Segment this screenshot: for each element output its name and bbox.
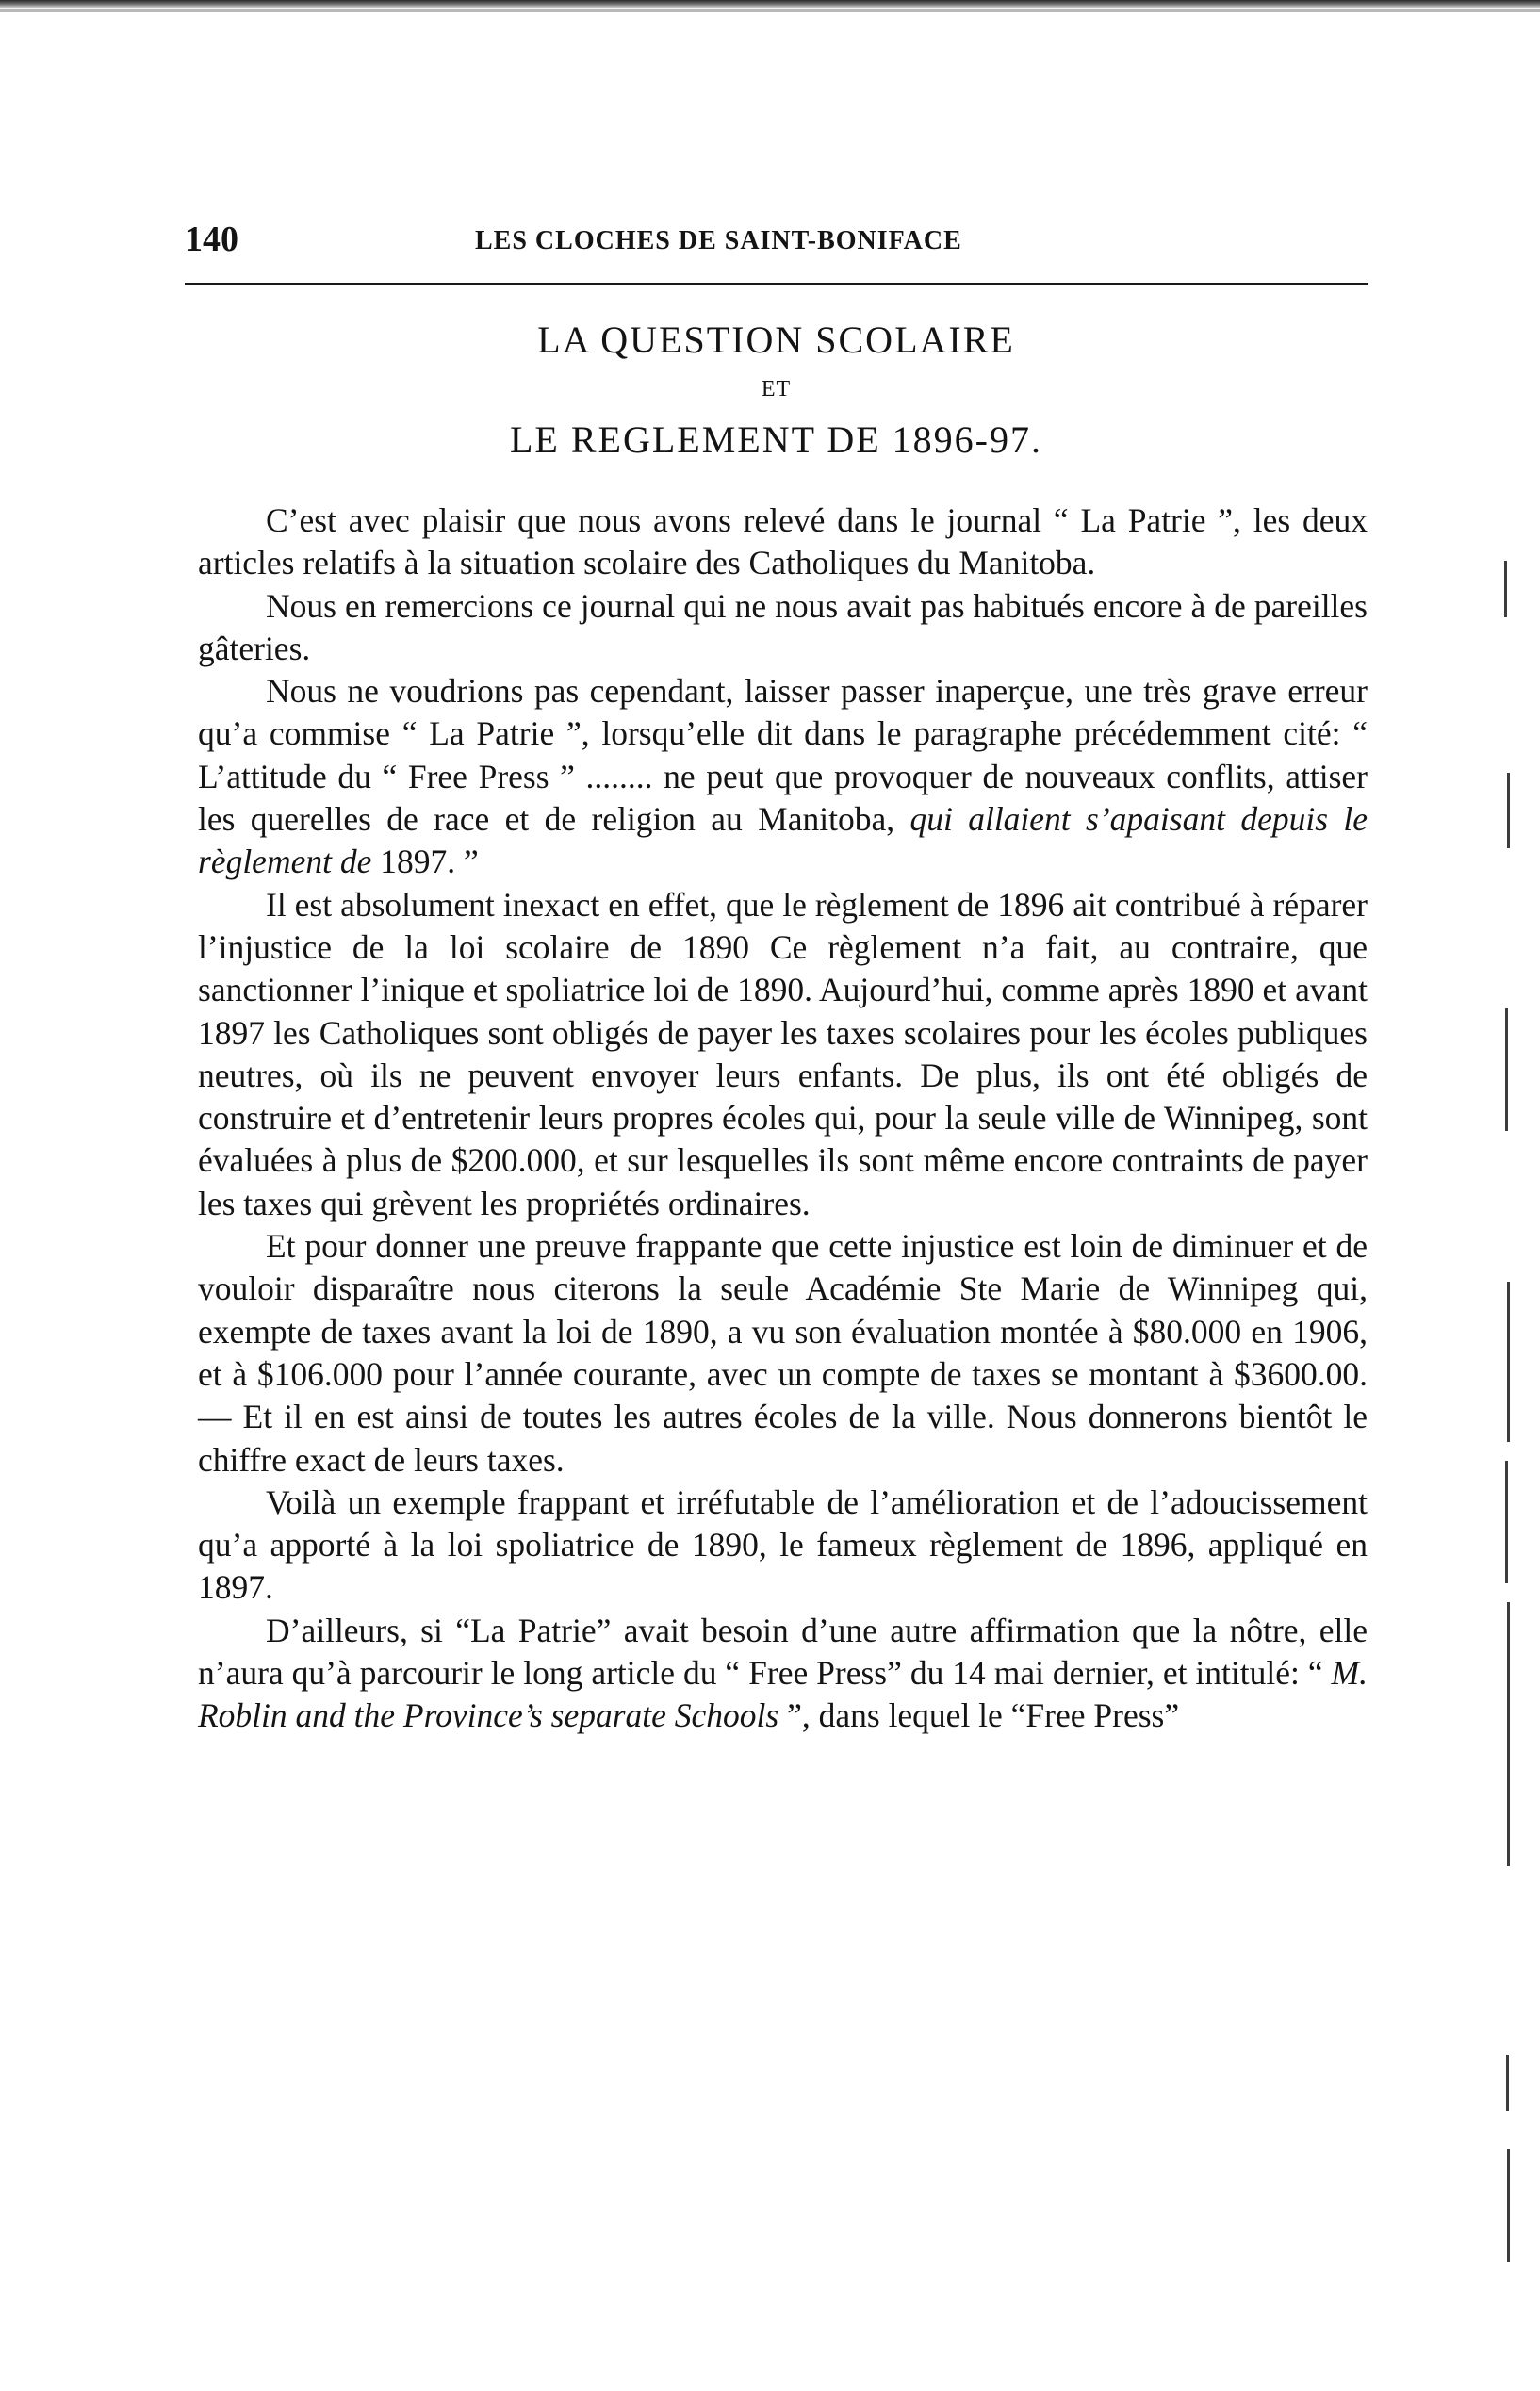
paragraph-text: ”, dans lequel le “Free Press” <box>778 1696 1180 1735</box>
paragraph: Nous en remercions ce journal qui ne nous avait pas habitués encore à de pareilles gâteries. <box>198 586 1368 667</box>
paragraph: C’est avec plaisir que nous avons relevé dans le journal “ La Patrie ”, les deux articles relatifs à la situation scolaire des Catholiques du Manitoba. <box>198 501 1368 582</box>
paragraph: Il est absolument inexact en effet, que le règlement de 1896 ait contribué à réparer l’injustice de la loi scolaire de 1890 Ce règlement n’a fait, au contraire, que sanctionner l’inique et spoliatrice loi de 1890. Aujourd’hui, comme après 1890 et avant 1897 les Catholiques sont obligés de payer les taxes scolaires pour les écoles publiques neutres, où ils ne peuvent envoyer leurs enfants. De plus, ils ont été obligés de construire et d’entretenir leurs propres écoles qui, pour la seule ville de Winnipeg, sont évaluées à plus de $200.000, et sur lesquelles ils sont même encore contraints de payer les taxes qui grèvent les propriétés ordinaires. <box>198 885 1368 1222</box>
scan-margin-mark <box>1507 2149 1510 2262</box>
scan-margin-mark <box>1507 1602 1510 1866</box>
italic-article-title: M. Roblin and the Province’s separate Schools <box>198 1654 1368 1735</box>
paragraph: Voilà un exemple frappant et irréfutable de l’amélioration et de l’adoucissement qu’a apporté à la loi spoliatrice de 1890, le fameux règlement de 1896, appliqué en 1897. <box>198 1482 1368 1607</box>
running-title: LES CLOCHES DE SAINT-BONIFACE <box>475 226 962 255</box>
page-number: 140 <box>185 220 238 259</box>
paragraph <box>198 1610 1368 1738</box>
paragraph: Et pour donner une preuve frappante que cette injustice est loin de diminuer et de vouloir disparaître nous citerons la seule Académie Ste Marie de Winnipeg qui, exempte de taxes avant la loi de 1890, a vu son évaluation montée à $80.000 en 1906, et à $106.000 pour l’année courante, avec un compte de taxes se montant à $3600.00. — Et il en est ainsi de toutes les autres écoles de la ville. Nous donnerons bientôt le chiffre exact de leurs taxes. <box>198 1227 1368 1479</box>
running-head <box>185 219 1368 275</box>
body-text <box>198 499 1368 1738</box>
title-line-2: LE REGLEMENT DE 1896-97. <box>510 418 1042 461</box>
chapter-title <box>185 316 1368 465</box>
scan-margin-mark <box>1507 773 1510 848</box>
book-page <box>185 0 1372 2391</box>
scan-margin-mark <box>1504 561 1507 617</box>
scan-margin-mark <box>1507 1282 1510 1442</box>
scan-margin-mark <box>1506 2055 1509 2111</box>
paragraph-text: Nous ne voudrions pas cependant, laisser passer inaperçue, une très grave erreur qu’a commise “ La Patrie ”, lorsqu’elle dit dans le paragraphe précédemment cité: “ L’attitude du “ Free Press ” ........ ne peut que provoquer de nouveaux conflits, attiser les querelles de race et de religion au Manitoba, <box>198 672 1368 839</box>
paragraph-text: 1897. ” <box>371 843 479 881</box>
paragraph <box>198 670 1368 883</box>
title-line-1: LA QUESTION SCOLAIRE <box>537 319 1015 361</box>
title-conjunction: ET <box>761 377 792 401</box>
header-rule <box>185 283 1368 285</box>
scan-margin-mark <box>1505 1008 1508 1131</box>
paragraph-text: D’ailleurs, si “La Patrie” avait besoin d’une autre affirmation que la nôtre, elle n’aura qu’à parcourir le long article du “ Free Press” du 14 mai dernier, et intitulé: “ <box>198 1611 1368 1693</box>
italic-quote: qui allaient s’apaisant depuis le règlement de <box>198 800 1368 881</box>
scan-margin-mark <box>1505 1461 1508 1583</box>
